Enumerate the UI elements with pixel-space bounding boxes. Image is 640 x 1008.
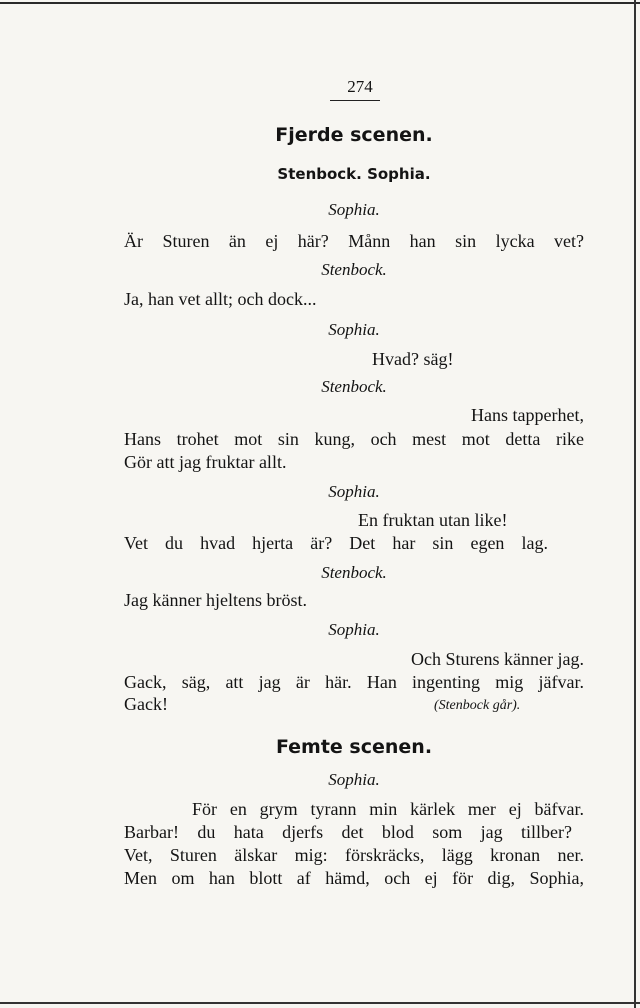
speaker-label: Sophia. bbox=[328, 320, 380, 339]
page-edge-right bbox=[634, 0, 636, 1008]
scene-heading-femte: Femte scenen. bbox=[275, 736, 433, 758]
verse-line: Ja, han vet allt; och dock... bbox=[124, 289, 317, 309]
page-number: 274 bbox=[347, 77, 373, 96]
verse-line: Gör att jag fruktar allt. bbox=[124, 452, 287, 472]
speaker-label: Sophia. bbox=[328, 482, 380, 501]
verse-line: Gack, säg, att jag är här. Han ingenting mig jäfvar. bbox=[124, 672, 584, 692]
verse-line: Jag känner hjeltens bröst. bbox=[124, 590, 307, 610]
page-edge-top bbox=[0, 2, 640, 4]
cast-list: Stenbock. Sophia. bbox=[277, 165, 431, 183]
speaker-label: Stenbock. bbox=[321, 563, 387, 582]
page-number-rule bbox=[330, 100, 380, 101]
verse-line: Barbar! du hata djerfs det blod som jag tillber? bbox=[124, 822, 572, 842]
verse-line: Men om han blott af hämd, och ej för dig, Sophia, bbox=[124, 868, 584, 888]
verse-line: Hvad? säg! bbox=[372, 349, 454, 369]
verse-line: Vet du hvad hjerta är? Det har sin egen lag. bbox=[124, 533, 548, 553]
verse-line: Gack! bbox=[124, 694, 168, 714]
page-edge-bottom bbox=[0, 1002, 640, 1004]
verse-line: Är Sturen än ej här? Månn han sin lycka vet? bbox=[124, 231, 584, 251]
speaker-label: Stenbock. bbox=[321, 260, 387, 279]
speaker-label: Sophia. bbox=[328, 200, 380, 219]
scene-heading-fjerde: Fjerde scenen. bbox=[275, 124, 433, 146]
speaker-label: Sophia. bbox=[328, 770, 380, 789]
verse-line: Hans tapperhet, bbox=[471, 405, 584, 425]
verse-line: För en grym tyrann min kärlek mer ej bäfvar. bbox=[192, 799, 584, 819]
stage-direction: (Stenbock går). bbox=[434, 698, 521, 713]
speaker-label: Stenbock. bbox=[321, 377, 387, 396]
speaker-label: Sophia. bbox=[328, 620, 380, 639]
verse-line: Vet, Sturen älskar mig: förskräcks, lägg kronan ner. bbox=[124, 845, 584, 865]
verse-line: En fruktan utan like! bbox=[358, 510, 508, 530]
verse-line: Hans trohet mot sin kung, och mest mot detta rike bbox=[124, 429, 584, 449]
verse-line: Och Sturens känner jag. bbox=[411, 649, 584, 669]
